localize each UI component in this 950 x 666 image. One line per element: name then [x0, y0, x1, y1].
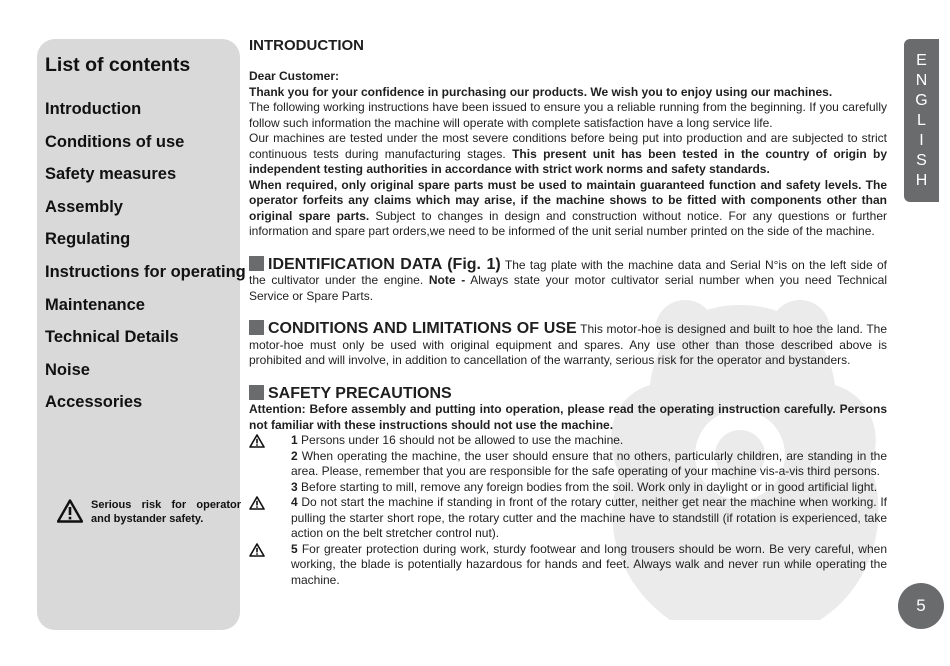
- toc-item-instructions-for-operating[interactable]: Instructions for operating: [45, 262, 246, 281]
- toc-item-accessories[interactable]: Accessories: [45, 393, 143, 412]
- safety-item: [249, 495, 887, 542]
- contents-list: [45, 99, 246, 425]
- warning-triangle-icon: [249, 434, 265, 448]
- intro-paragraph-3: [249, 178, 887, 240]
- toc-item-maintenance[interactable]: Maintenance: [45, 295, 145, 314]
- warning-triangle-icon: [57, 499, 83, 523]
- testing-text: Our machines are tested under the most severe conditions before being put into production and are subjected to strict continuous tests during manufacturing stages.: [249, 131, 887, 161]
- safety-item-text: For greater protection during work, sturdy footwear and long trousers should be worn. Be very careful, when working, the blade is potentially hazardous for hands and feet. Always walk and never run while operating the machine.: [291, 541, 887, 587]
- safety-item-number: 5: [291, 541, 298, 556]
- conditions-text: This motor-hoe is designed and built to hoe the land. The motor-hoe must only be used with original equipment and spares. Any use other than those described above is prohibited and will involve, in addition to cancellation of the warranty, serious risk for the operator and bystanders.: [249, 322, 888, 367]
- note-label: Note -: [428, 273, 466, 287]
- page-number: 5: [898, 583, 944, 629]
- safety-item-text: When operating the machine, the user should ensure that no others, particularly children, are standing in the area. Please, remember that you are responsible for the safe operating of your machine vis-a-vis third persons.: [291, 448, 888, 478]
- language-tab-label: E N G L I S H: [915, 52, 928, 189]
- toc-item-safety-measures[interactable]: Safety measures: [45, 165, 177, 184]
- safety-item-number: 4: [291, 495, 298, 509]
- safety-item: [249, 449, 887, 480]
- safety-item-number: 2: [291, 448, 298, 463]
- toc-item-assembly[interactable]: Assembly: [45, 197, 123, 216]
- toc-item-conditions-of-use[interactable]: Conditions of use: [45, 132, 185, 151]
- safety-item-text: Before starting to mill, remove any foreign bodies from the soil. Work only in daylight or in good artificial light.: [301, 479, 878, 494]
- toc-item-introduction[interactable]: Introduction: [45, 100, 142, 118]
- section-square-icon: [249, 320, 264, 335]
- thanks-paragraph: Thank you for your confidence in purchasing our products. We wish you to enjoy using our machines.: [249, 84, 833, 99]
- conditions-heading: CONDITIONS AND LIMITATIONS OF USE: [268, 320, 577, 337]
- identification-heading: IDENTIFICATION DATA (Fig. 1): [268, 255, 501, 273]
- intro-paragraph-2: [249, 131, 887, 178]
- identification-section: [249, 256, 887, 305]
- warning-triangle-icon: [249, 543, 265, 557]
- greeting: Dear Customer:: [249, 69, 340, 83]
- safety-item: [249, 433, 887, 449]
- attention-persons-text: Persons not familiar with these instructions should not use the machine.: [249, 402, 887, 432]
- spare-parts-bold-text: When required, only original spare parts must be used to maintain guaranteed function and safety levels. The operator forfeits any claims which may arise, if the machine shows to be fitted with components other than original spare parts.: [249, 177, 887, 223]
- toc-item-noise[interactable]: Noise: [45, 360, 90, 379]
- safety-item-number: 1: [291, 433, 298, 447]
- testing-bold-text: This present unit has been tested in the country of origin by independent testing authorities in accordance with strict work norms and safety standards.: [249, 146, 887, 176]
- identification-text: The tag plate with the machine data and Serial N°is on the left side of the cultivator under the engine.: [249, 257, 887, 287]
- safety-section: [249, 385, 887, 589]
- section-square-icon: [249, 256, 264, 271]
- contents-sidebar: [37, 39, 246, 630]
- spare-parts-text: Subject to changes in design and construction without notice. For any questions or further information and spare part orders,we need to be informed of the unit serial number printed on the side of the machine.: [249, 208, 887, 238]
- safety-item-text: Persons under 16 should not be allowed to use the machine.: [301, 433, 624, 447]
- attention-paragraph: [249, 402, 887, 433]
- toc-item-regulating[interactable]: Regulating: [45, 230, 131, 249]
- safety-item: [249, 480, 887, 496]
- introduction-heading: INTRODUCTION: [249, 37, 364, 54]
- safety-item: [249, 542, 887, 589]
- safety-item-number: 3: [291, 479, 298, 494]
- safety-item-text: Do not start the machine if standing in front of the rotary cutter, neither get near the machine when working. If pulling the starter short rope, the rotary cutter and the machine have to standstill (if rotation is experienced, take action on the belt stretcher control nut).: [291, 495, 887, 540]
- attention-bold-text: Attention: Before assembly and putting into operation,: [249, 402, 564, 416]
- attention-read-text: please read the operating instruction carefully.: [567, 402, 836, 416]
- toc-item-technical-details[interactable]: Technical Details: [45, 328, 179, 347]
- section-square-icon: [249, 385, 264, 400]
- intro-paragraph-1: The following working instructions have been issued to ensure you a reliable running from the beginning. If you carefully follow such information the machine will operate with complete satisfaction have a long service life.: [249, 100, 887, 130]
- note-text: Always state your motor cultivator serial number when you need Technical Service or Spare Parts.: [249, 273, 888, 303]
- safety-heading: SAFETY PRECAUTIONS: [268, 384, 452, 402]
- contents-title: List of contents: [45, 54, 191, 76]
- warning-legend: [57, 498, 241, 526]
- warning-legend-text: Serious risk for operator and bystander safety.: [91, 499, 241, 525]
- language-tab: [904, 39, 939, 202]
- conditions-section: [249, 320, 887, 369]
- main-content: [249, 37, 887, 588]
- warning-triangle-icon: [249, 496, 265, 510]
